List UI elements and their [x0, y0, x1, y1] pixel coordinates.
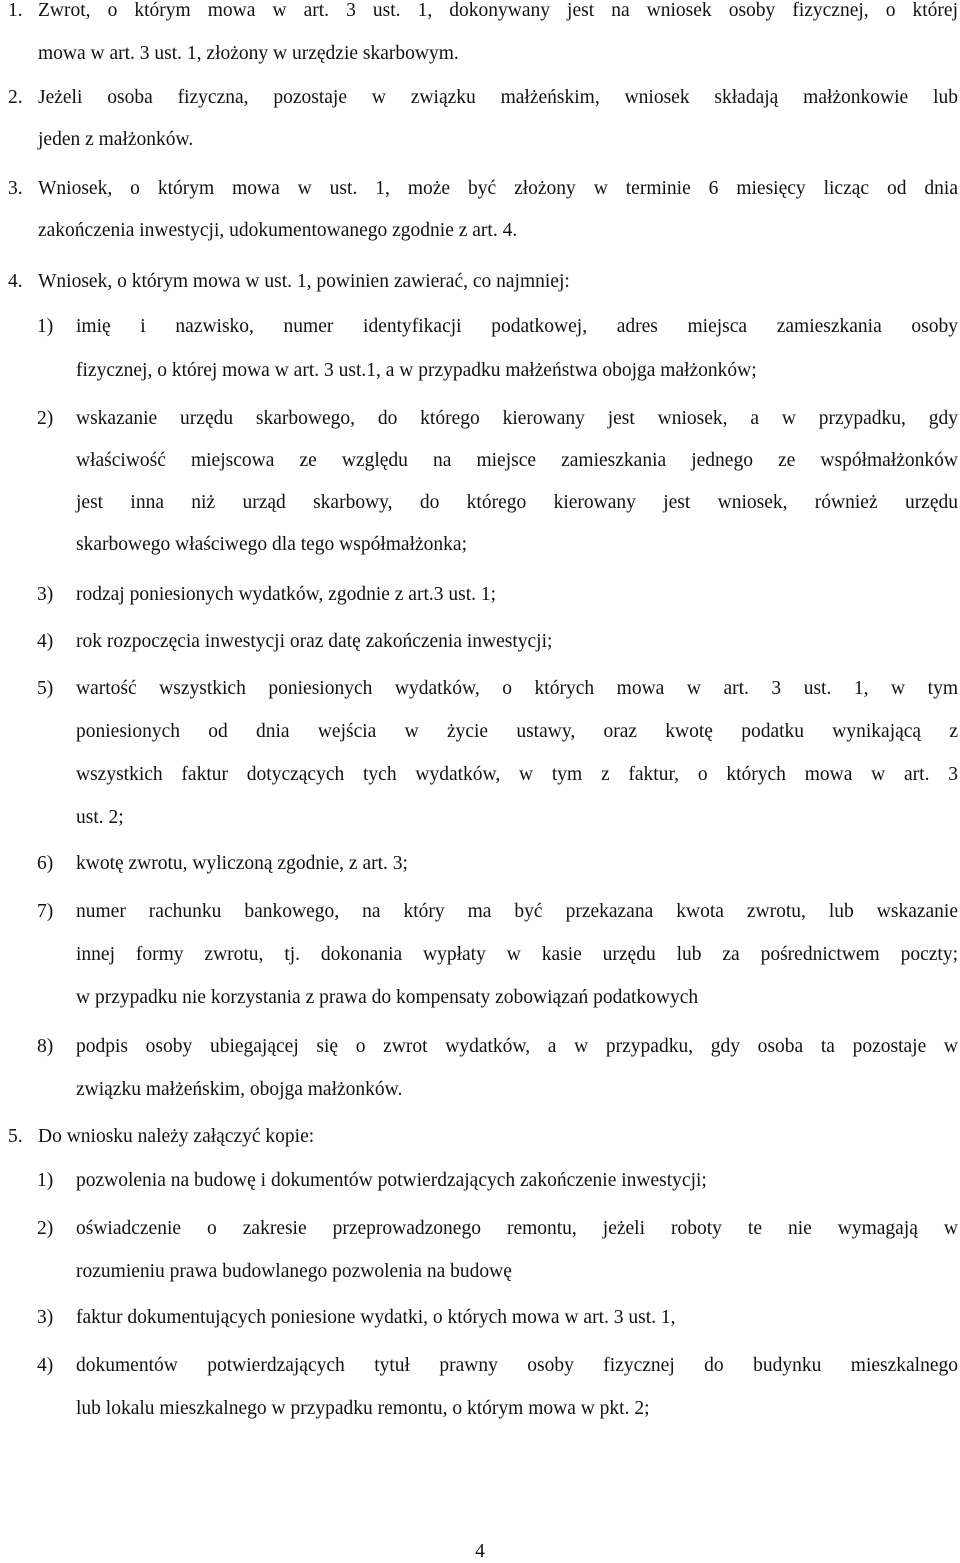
list-item-number: 1) — [37, 316, 54, 337]
text-line: Wniosek, o którym mowa w ust. 1, powinien zawierać, co najmniej: — [38, 271, 570, 292]
text-line: fizycznej, o której mowa w art. 3 ust.1, a w przypadku małżeństwa obojga małżonków; — [76, 360, 757, 381]
list-item-number: 3) — [37, 584, 54, 605]
text-line: ust. 2; — [76, 807, 124, 828]
text-line: jeden z małżonków. — [38, 129, 194, 150]
text-line: lub lokalu mieszkalnego w przypadku remontu, o którym mowa w pkt. 2; — [76, 1398, 650, 1419]
text-line: imię i nazwisko, numer identyfikacji podatkowej, adres miejsca zamieszkania osoby — [76, 316, 958, 337]
paragraph-number: 2. — [8, 87, 23, 108]
text-line: Zwrot, o którym mowa w art. 3 ust. 1, dokonywany jest na wniosek osoby fizycznej, o której — [38, 0, 958, 21]
text-line: Jeżeli osoba fizyczna, pozostaje w związku małżeńskim, wniosek składają małżonkowie lub — [38, 87, 958, 108]
text-line: wszystkich faktur dotyczących tych wydatków, w tym z faktur, o których mowa w art. 3 — [76, 764, 958, 785]
text-line: właściwość miejscowa ze względu na miejsce zamieszkania jednego ze współmałżonków — [76, 450, 958, 471]
list-item-number: 4) — [37, 631, 54, 652]
text-line: skarbowego właściwego dla tego współmałżonka; — [76, 534, 467, 555]
text-line: związku małżeńskim, obojga małżonków. — [76, 1079, 403, 1100]
text-line: dokumentów potwierdzających tytuł prawny osoby fizycznej do budynku mieszkalnego — [76, 1355, 958, 1376]
text-line: rozumieniu prawa budowlanego pozwolenia na budowę — [76, 1261, 512, 1282]
text-line: faktur dokumentujących poniesione wydatki, o których mowa w art. 3 ust. 1, — [76, 1307, 676, 1328]
text-line: rodzaj poniesionych wydatków, zgodnie z art.3 ust. 1; — [76, 584, 497, 605]
text-line: Wniosek, o którym mowa w ust. 1, może być złożony w terminie 6 miesięcy licząc od dnia — [38, 178, 958, 199]
list-item-number: 6) — [37, 853, 54, 874]
list-item-number: 8) — [37, 1036, 54, 1057]
paragraph-number: 3. — [8, 178, 23, 199]
paragraph-number: 1. — [8, 0, 23, 21]
text-line: kwotę zwrotu, wyliczoną zgodnie, z art. 3; — [76, 853, 408, 874]
text-line: mowa w art. 3 ust. 1, złożony w urzędzie skarbowym. — [38, 43, 459, 64]
list-item-number: 4) — [37, 1355, 54, 1376]
page-number: 4 — [475, 1541, 485, 1562]
list-item-number: 2) — [37, 408, 54, 429]
list-item-number: 5) — [37, 678, 54, 699]
paragraph-number: 5. — [8, 1126, 23, 1147]
text-line: Do wniosku należy załączyć kopie: — [38, 1126, 315, 1147]
text-line: numer rachunku bankowego, na który ma być przekazana kwota zwrotu, lub wskazanie — [76, 901, 958, 922]
list-item-number: 2) — [37, 1218, 54, 1239]
text-line: pozwolenia na budowę i dokumentów potwierdzających zakończenie inwestycji; — [76, 1170, 707, 1191]
paragraph-number: 4. — [8, 271, 23, 292]
text-line: innej formy zwrotu, tj. dokonania wypłaty w kasie urzędu lub za pośrednictwem poczty; — [76, 944, 958, 965]
text-line: jest inna niż urząd skarbowy, do którego kierowany jest wniosek, również urzędu — [76, 492, 958, 513]
list-item-number: 7) — [37, 901, 54, 922]
text-line: rok rozpoczęcia inwestycji oraz datę zakończenia inwestycji; — [76, 631, 553, 652]
text-line: podpis osoby ubiegającej się o zwrot wydatków, a w przypadku, gdy osoba ta pozostaje w — [76, 1036, 958, 1057]
text-line: wartość wszystkich poniesionych wydatków, o których mowa w art. 3 ust. 1, w tym — [76, 678, 958, 699]
text-line: wskazanie urzędu skarbowego, do którego kierowany jest wniosek, a w przypadku, gdy — [76, 408, 958, 429]
list-item-number: 3) — [37, 1307, 54, 1328]
text-line: w przypadku nie korzystania z prawa do kompensaty zobowiązań podatkowych — [76, 987, 699, 1008]
list-item-number: 1) — [37, 1170, 54, 1191]
text-line: zakończenia inwestycji, udokumentowanego zgodnie z art. 4. — [38, 220, 518, 241]
text-line: poniesionych od dnia wejścia w życie ustawy, oraz kwotę podatku wynikającą z — [76, 721, 958, 742]
text-line: oświadczenie o zakresie przeprowadzonego remontu, jeżeli roboty te nie wymagają w — [76, 1218, 958, 1239]
